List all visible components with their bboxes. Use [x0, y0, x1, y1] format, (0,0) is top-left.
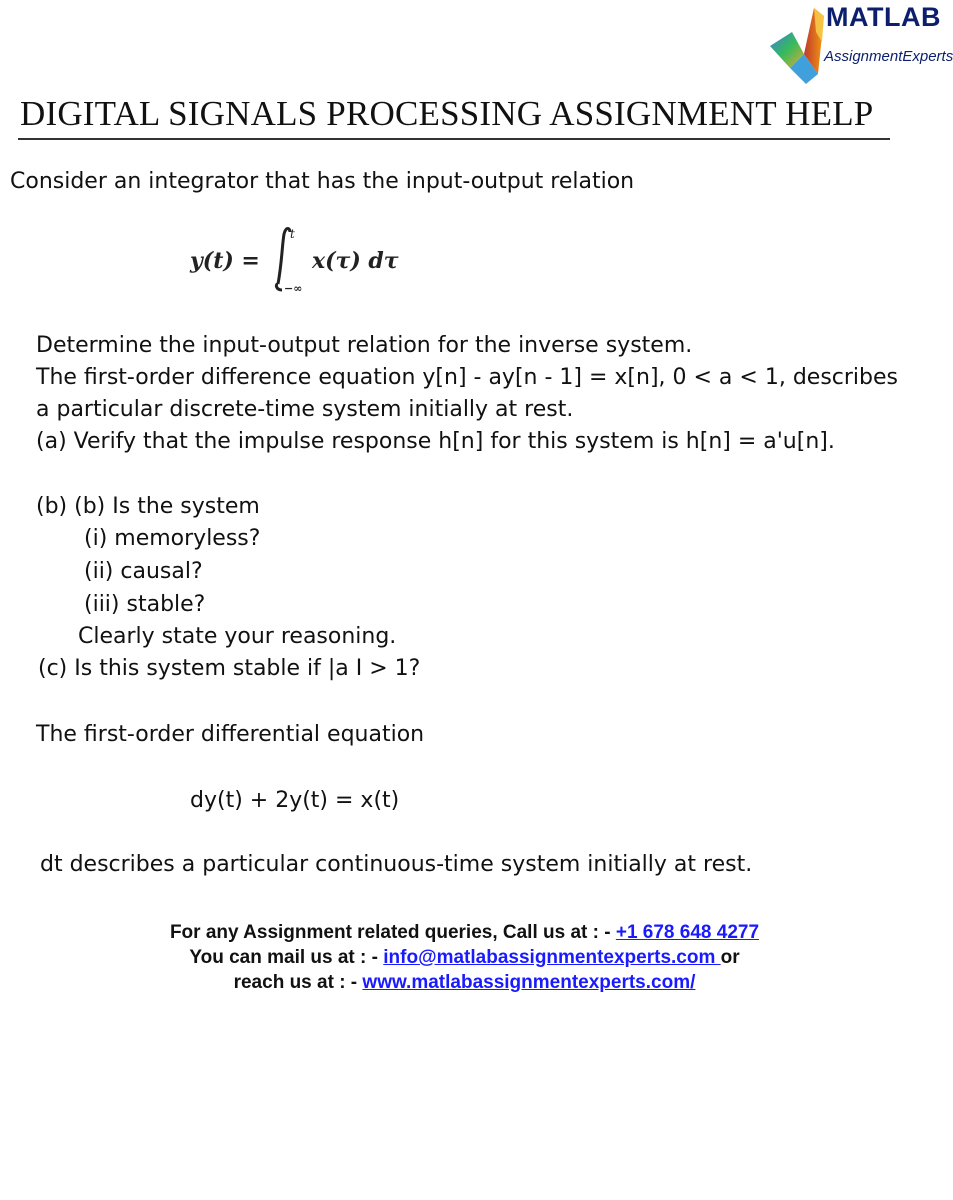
- integral-equation: [190, 222, 420, 296]
- text-line-10: (c) Is this system stable if |a I > 1?: [38, 656, 421, 681]
- text-line-8: (iii) stable?: [84, 592, 206, 617]
- footer-email-suffix: or: [720, 947, 740, 968]
- text-line-3: a particular discrete-time system initially at rest.: [36, 397, 574, 422]
- text-line-4: (a) Verify that the impulse response h[n] for this system is h[n] = a'u[n].: [36, 429, 835, 454]
- footer-email-prefix: You can mail us at : -: [189, 947, 384, 968]
- text-line-6: (i) memoryless?: [84, 526, 261, 551]
- text-line-2: The first-order difference equation y[n] - ay[n - 1] = x[n], 0 < a < 1, describes: [36, 365, 898, 390]
- logo-sub-text: AssignmentExperts: [824, 48, 953, 65]
- website-link[interactable]: www.matlabassignmentexperts.com/: [362, 972, 696, 993]
- email-link[interactable]: info@matlabassignmentexperts.com: [383, 947, 721, 968]
- text-line-13: dt describes a particular continuous-time system initially at rest.: [40, 852, 753, 877]
- text-line-12: dy(t) + 2y(t) = x(t): [190, 788, 400, 813]
- footer-line-website: [0, 972, 929, 994]
- page-title: DIGITAL SIGNALS PROCESSING ASSIGNMENT HELP: [20, 94, 874, 133]
- text-line-11: The first-order differential equation: [36, 722, 425, 747]
- integral-sign: [276, 229, 290, 291]
- footer-line-phone: [0, 922, 929, 944]
- text-line-7: (ii) causal?: [84, 559, 203, 584]
- footer-website-prefix: reach us at : -: [233, 972, 363, 993]
- intro-text: Consider an integrator that has the input-output relation: [10, 169, 635, 194]
- footer-line-email: [0, 947, 929, 969]
- logo-brand-text: MATLAB: [826, 2, 941, 32]
- text-line-9: Clearly state your reasoning.: [78, 624, 397, 649]
- footer-phone-prefix: For any Assignment related queries, Call us at : -: [169, 922, 616, 943]
- integral-lower-limit: −∞: [284, 282, 303, 295]
- text-line-1: Determine the input-output relation for the inverse system.: [36, 333, 693, 358]
- equation-lhs: y(t) =: [190, 248, 260, 274]
- text-line-5: (b) (b) Is the system: [36, 494, 260, 519]
- integral-upper-limit: t: [290, 227, 295, 241]
- phone-link[interactable]: +1 678 648 4277: [615, 922, 760, 943]
- title-underline: [18, 138, 890, 140]
- equation-integrand: x(τ) dτ: [312, 248, 399, 274]
